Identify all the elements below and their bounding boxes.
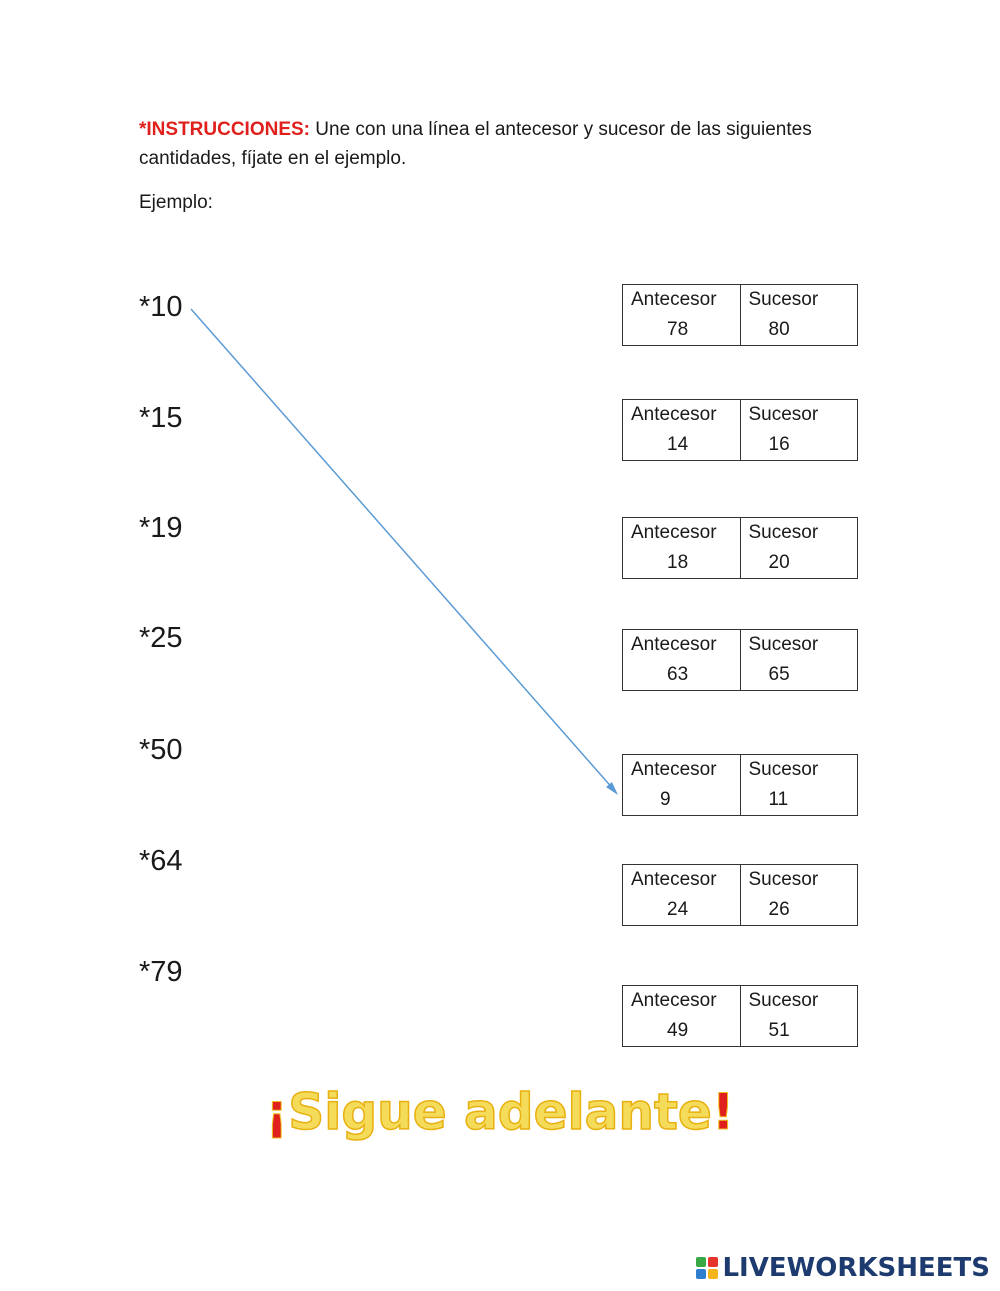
antecesor-value: 49: [667, 1020, 689, 1041]
sucesor-value: 11: [768, 789, 789, 810]
logo-icon: [696, 1257, 718, 1279]
number-item[interactable]: *25: [139, 622, 183, 654]
number-item[interactable]: *50: [139, 734, 183, 766]
antecesor-value: 14: [667, 434, 689, 455]
sucesor-label: Sucesor: [748, 404, 819, 425]
sucesor-label: Sucesor: [748, 634, 819, 655]
instructions-text: Une con una línea el antecesor y sucesor de las siguientes cantidades, fíjate en el ejemplo.: [139, 119, 812, 169]
encouragement-text: Sigue adelante: [288, 1083, 712, 1141]
antecesor-label: Antecesor: [631, 759, 717, 780]
sucesor-value: 16: [768, 434, 790, 455]
number-item[interactable]: *10: [139, 291, 183, 323]
sucesor-value: 51: [768, 1020, 790, 1041]
close-exclamation: !: [711, 1083, 735, 1141]
sucesor-label: Sucesor: [748, 522, 819, 543]
antecesor-label: Antecesor: [631, 990, 717, 1011]
sucesor-value: 26: [768, 899, 790, 920]
sucesor-label: Sucesor: [748, 869, 819, 890]
antecesor-label: Antecesor: [631, 522, 717, 543]
number-item[interactable]: *64: [139, 845, 183, 877]
sucesor-value: 20: [768, 552, 790, 573]
antecesor-value: 78: [667, 319, 689, 340]
number-item[interactable]: *19: [139, 512, 183, 544]
open-exclamation: ¡: [265, 1083, 289, 1141]
sucesor-value: 80: [768, 319, 790, 340]
sucesor-label: Sucesor: [748, 990, 819, 1011]
antecesor-label: Antecesor: [631, 634, 717, 655]
brand-text: LIVEWORKSHEETS: [722, 1253, 990, 1283]
antecesor-label: Antecesor: [631, 289, 717, 310]
example-label: Ejemplo:: [139, 192, 213, 213]
liveworksheets-logo: [696, 1253, 990, 1283]
antecesor-label: Antecesor: [631, 869, 717, 890]
sucesor-label: Sucesor: [748, 289, 819, 310]
number-item[interactable]: *79: [139, 956, 183, 988]
sucesor-label: Sucesor: [748, 759, 819, 780]
antecesor-value: 63: [667, 664, 689, 685]
number-item[interactable]: *15: [139, 402, 183, 434]
antecesor-value: 9: [660, 789, 671, 810]
antecesor-value: 18: [667, 552, 689, 573]
antecesor-label: Antecesor: [631, 404, 717, 425]
antecesor-value: 24: [667, 899, 689, 920]
encouragement-banner: [0, 1080, 1000, 1144]
sucesor-value: 65: [768, 664, 790, 685]
instructions-label: *INSTRUCCIONES:: [139, 119, 311, 140]
